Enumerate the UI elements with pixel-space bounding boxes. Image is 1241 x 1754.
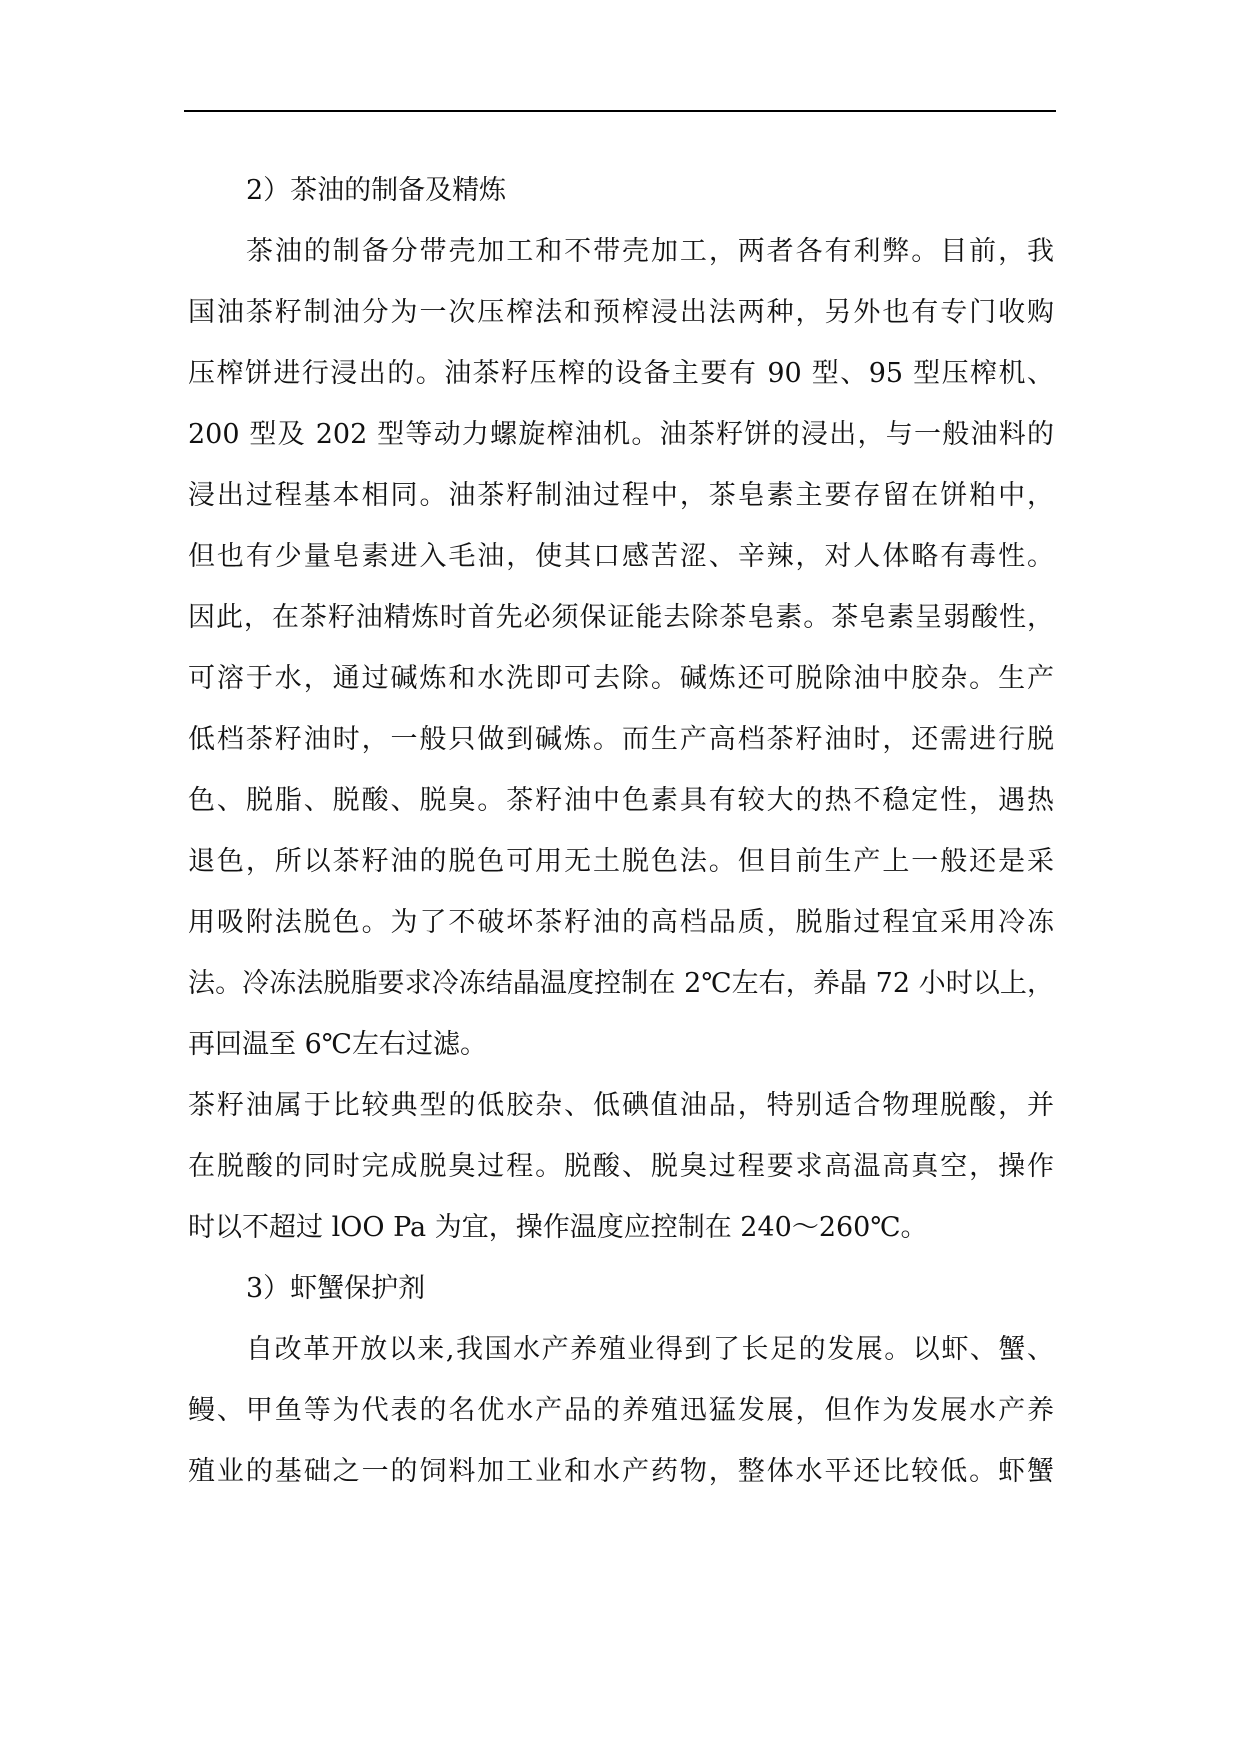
- header-rule: [184, 110, 1056, 112]
- paragraph-tea-oil-preparation: [188, 221, 1054, 1075]
- paragraph-line: 法。冷冻法脱脂要求冷冻结晶温度控制在 2℃左右，养晶 72 小时以上，: [188, 968, 1054, 999]
- paragraph-line: 低档茶籽油时，一般只做到碱炼。而生产高档茶籽油时，还需进行脱: [188, 724, 1054, 755]
- paragraph-line: 但也有少量皂素进入毛油，使其口感苦涩、辛辣，对人体略有毒性。: [188, 541, 1054, 572]
- paragraph-aquaculture: [188, 1319, 1054, 1502]
- paragraph-line: 再回温至 6℃左右过滤。: [188, 1029, 487, 1060]
- paragraph-line: 茶籽油属于比较典型的低胶杂、低碘值油品，特别适合物理脱酸，并: [188, 1090, 1054, 1121]
- paragraph-line: 退色，所以茶籽油的脱色可用无土脱色法。但目前生产上一般还是采: [188, 846, 1054, 877]
- section-heading-3: 3）虾蟹保护剂: [246, 1273, 426, 1304]
- paragraph-line: 鳗、甲鱼等为代表的名优水产品的养殖迅猛发展，但作为发展水产养: [188, 1395, 1054, 1426]
- paragraph-deacidification: [188, 1075, 1054, 1258]
- paragraph-line: 200 型及 202 型等动力螺旋榨油机。油茶籽饼的浸出，与一般油料的: [188, 419, 1054, 450]
- paragraph-line: 色、脱脂、脱酸、脱臭。茶籽油中色素具有较大的热不稳定性，遇热: [188, 785, 1054, 816]
- document-body: [188, 160, 1054, 1502]
- paragraph-line: 茶油的制备分带壳加工和不带壳加工，两者各有利弊。目前，我: [246, 236, 1054, 267]
- paragraph-line: 因此，在茶籽油精炼时首先必须保证能去除茶皂素。茶皂素呈弱酸性，: [188, 602, 1054, 633]
- paragraph-line: 自改革开放以来,我国水产养殖业得到了长足的发展。以虾、蟹、: [246, 1334, 1054, 1365]
- paragraph-line: 浸出过程基本相同。油茶籽制油过程中，茶皂素主要存留在饼粕中，: [188, 480, 1054, 511]
- paragraph-line: 可溶于水，通过碱炼和水洗即可去除。碱炼还可脱除油中胶杂。生产: [188, 663, 1054, 694]
- paragraph-line: 殖业的基础之一的饲料加工业和水产药物，整体水平还比较低。虾蟹: [188, 1456, 1054, 1487]
- paragraph-line: 在脱酸的同时完成脱臭过程。脱酸、脱臭过程要求高温高真空，操作: [188, 1151, 1054, 1182]
- section-heading-2: 2）茶油的制备及精炼: [246, 175, 507, 206]
- paragraph-line: 压榨饼进行浸出的。油茶籽压榨的设备主要有 90 型、95 型压榨机、: [188, 358, 1054, 389]
- paragraph-line: 国油茶籽制油分为一次压榨法和预榨浸出法两种，另外也有专门收购: [188, 297, 1054, 328]
- paragraph-line: 时以不超过 lOO Pa 为宜，操作温度应控制在 240～260℃。: [188, 1212, 928, 1243]
- paragraph-line: 用吸附法脱色。为了不破坏茶籽油的高档品质，脱脂过程宜采用冷冻: [188, 907, 1054, 938]
